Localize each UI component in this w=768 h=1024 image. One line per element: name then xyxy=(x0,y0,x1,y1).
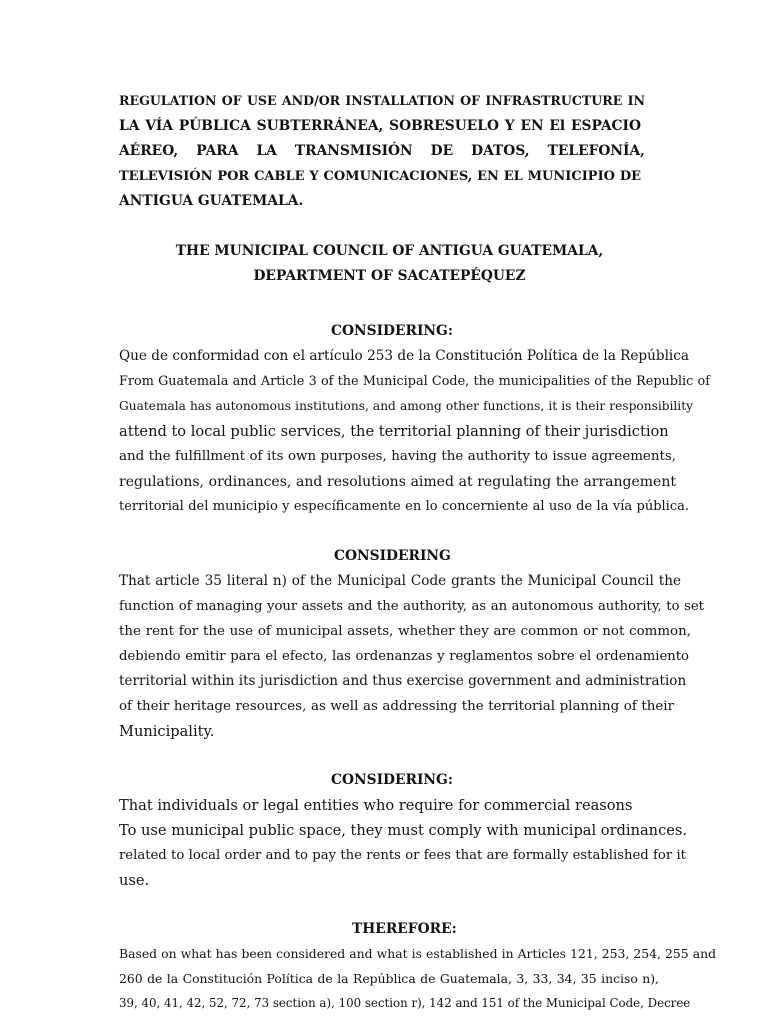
title-line: TELEVISIÓN POR CABLE Y COMUNICACIONES, EN EL MUNICIPIO DE xyxy=(119,169,641,184)
paragraph-line: territorial within its jurisdiction and thus exercise government and administration xyxy=(119,673,687,689)
paragraph-line: and the fulfillment of its own purposes, having the authority to issue agreements, xyxy=(119,449,676,464)
paragraph-line: territorial del municipio y específicamente en lo concerniente al uso de la vía pública. xyxy=(119,499,689,514)
paragraph-line: 260 de la Constitución Política de la República de Guatemala, 3, 33, 34, 35 inciso n), xyxy=(119,971,659,986)
paragraph-line: Municipality. xyxy=(119,723,215,740)
paragraph-line: regulations, ordinances, and resolutions aimed at regulating the arrangement xyxy=(119,474,676,490)
title-line: LA VÍA PÚBLICA SUBTERRÁNEA, SOBRESUELO Y EN El ESPACIO xyxy=(119,118,641,134)
title-line: AÉREO, PARA LA TRANSMISIÓN DE DATOS, TELEFONÍA, xyxy=(119,143,645,159)
paragraph-line: debiendo emitir para el efecto, las ordenanzas y reglamentos sobre el ordenamiento xyxy=(119,649,689,664)
title-line: ANTIGUA GUATEMALA. xyxy=(119,193,304,209)
paragraph-line: That individuals or legal entities who require for commercial reasons xyxy=(119,797,633,814)
paragraph-line: That article 35 literal n) of the Municipal Code grants the Municipal Council the xyxy=(119,573,681,589)
council-line: THE MUNICIPAL COUNCIL OF ANTIGUA GUATEMALA, xyxy=(175,243,604,259)
council-line: DEPARTMENT OF SACATEPÉQUEZ xyxy=(253,268,526,284)
section-heading: CONSIDERING: xyxy=(331,323,453,339)
title-line: REGULATION OF USE AND/OR INSTALLATION OF INFRASTRUCTURE IN xyxy=(119,93,645,108)
paragraph-line: related to local order and to pay the rents or fees that are formally established for it xyxy=(119,848,686,863)
paragraph-line: function of managing your assets and the authority, as an autonomous authority, to set xyxy=(119,599,704,614)
section-heading: THEREFORE: xyxy=(352,921,457,937)
section-heading: CONSIDERING xyxy=(334,548,451,564)
paragraph-line: the rent for the use of municipal assets, whether they are common or not common, xyxy=(119,624,691,639)
paragraph-line: From Guatemala and Article 3 of the Municipal Code, the municipalities of the Republic of xyxy=(119,374,710,389)
paragraph-line: use. xyxy=(119,872,150,889)
paragraph-line: attend to local public services, the territorial planning of their jurisdiction xyxy=(119,423,669,440)
paragraph-line: 39, 40, 41, 42, 52, 72, 73 section a), 100 section r), 142 and 151 of the Municipal Code, Decree xyxy=(119,996,691,1010)
paragraph-line: Based on what has been considered and what is established in Articles 121, 253, 254, 255 and xyxy=(119,946,716,961)
paragraph-line: To use municipal public space, they must comply with municipal ordinances. xyxy=(119,822,688,839)
paragraph-line: of their heritage resources, as well as addressing the territorial planning of their xyxy=(119,699,674,714)
section-heading: CONSIDERING: xyxy=(331,772,453,788)
paragraph-line: Guatemala has autonomous institutions, and among other functions, it is their responsibility xyxy=(119,399,693,413)
paragraph-line: Que de conformidad con el artículo 253 de la Constitución Política de la República xyxy=(119,348,689,364)
